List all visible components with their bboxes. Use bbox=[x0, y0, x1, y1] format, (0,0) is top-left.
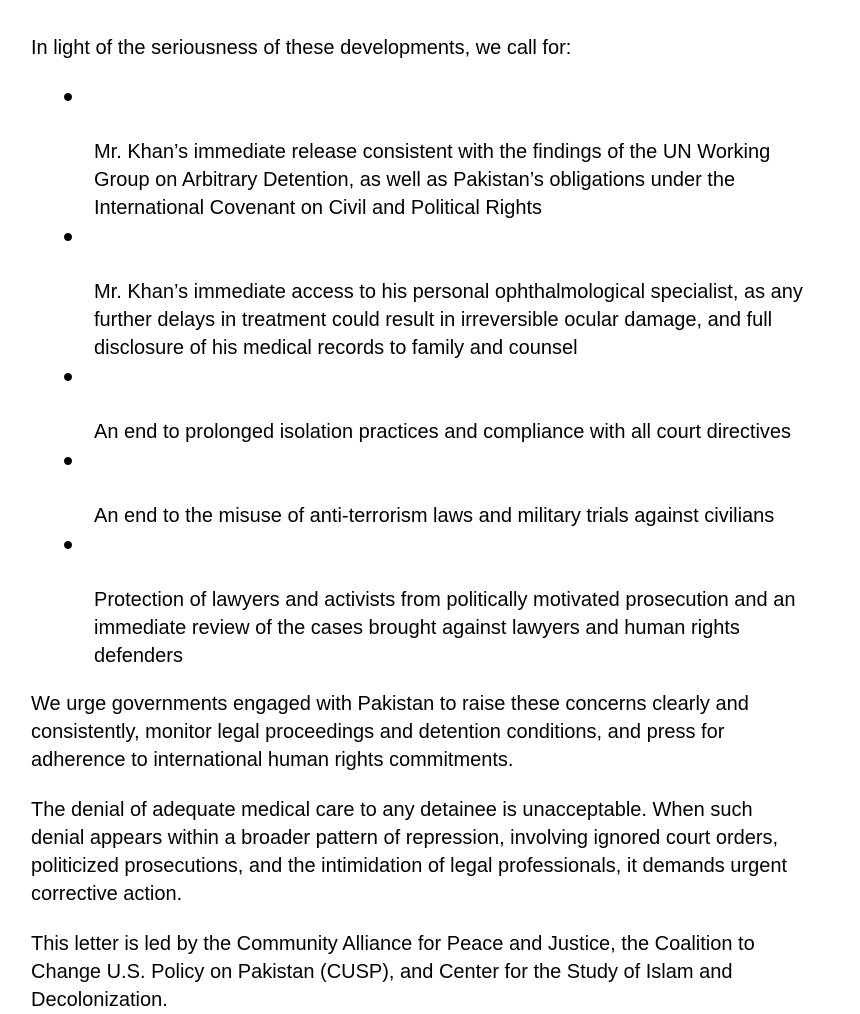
intro-paragraph: In light of the seriousness of these developments, we call for: bbox=[31, 37, 572, 59]
demands-list bbox=[31, 82, 829, 670]
list-item bbox=[31, 446, 829, 530]
bullet-icon bbox=[64, 541, 72, 549]
demand-text: An end to the misuse of anti-terrorism laws and military trials against civilians bbox=[94, 505, 775, 527]
signers-paragraph: This letter is led by the Community Alliance for Peace and Justice, the Coalition to Change U.S. Policy on Pakistan (CUSP), and Center for the Study of Islam and Decolonization. bbox=[31, 933, 755, 1011]
bullet-icon bbox=[64, 93, 72, 101]
medical-care-paragraph: The denial of adequate medical care to any detainee is unacceptable. When such denial appears within a broader pattern of repression, involving ignored court orders, politicized prosecutions, and the intimidation of legal professionals, it demands urgent corrective action. bbox=[31, 799, 787, 905]
demand-text: An end to prolonged isolation practices and compliance with all court directives bbox=[94, 421, 792, 443]
bullet-icon bbox=[64, 373, 72, 381]
demand-text: Mr. Khan’s immediate access to his personal ophthalmological specialist, as any further delays in treatment could result in irreversible ocular damage, and full disclosure of his medical records to family and counsel bbox=[94, 281, 803, 359]
demand-text: Protection of lawyers and activists from politically motivated prosecution and an immediate review of the cases brought against lawyers and human rights defenders bbox=[94, 589, 796, 667]
list-item bbox=[31, 222, 829, 362]
demand-text: Mr. Khan’s immediate release consistent with the findings of the UN Working Group on Arbitrary Detention, as well as Pakistan’s obligations under the International Covenant on Civil and Political Rights bbox=[94, 141, 771, 219]
list-item bbox=[31, 362, 829, 446]
list-item bbox=[31, 82, 829, 222]
list-item bbox=[31, 530, 829, 670]
bullet-icon bbox=[64, 457, 72, 465]
bullet-icon bbox=[64, 233, 72, 241]
governments-paragraph: We urge governments engaged with Pakistan to raise these concerns clearly and consistently, monitor legal proceedings and detention conditions, and press for adherence to international human rights commitments. bbox=[31, 693, 749, 771]
